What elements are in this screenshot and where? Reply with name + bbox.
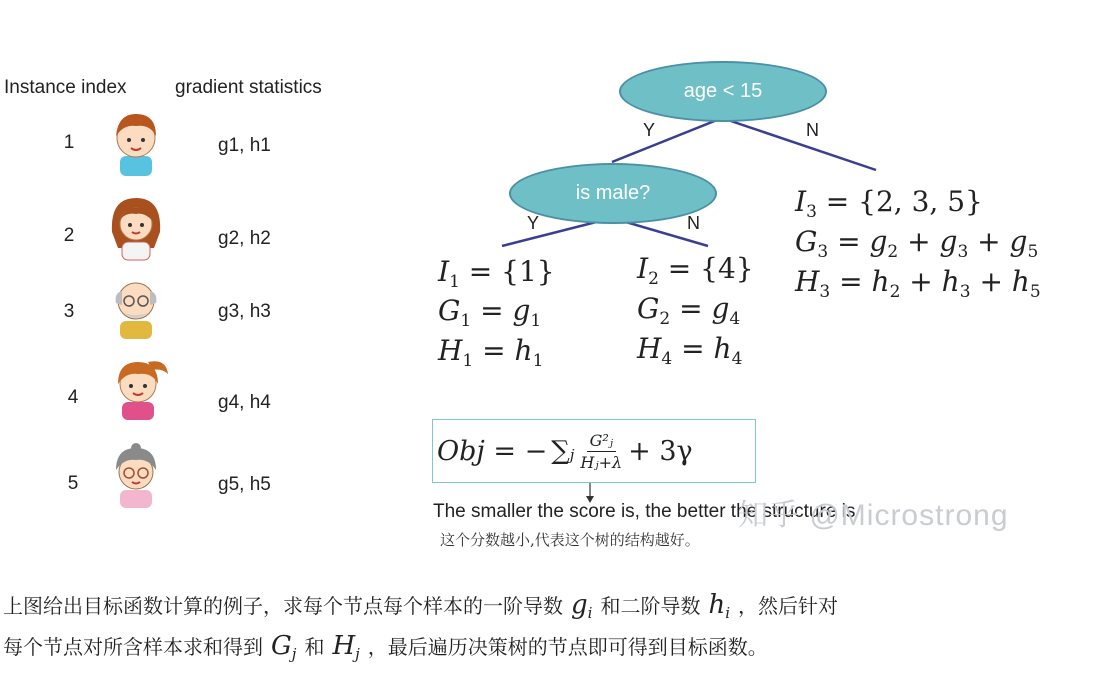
label-child-yes: Y bbox=[527, 213, 540, 233]
row-index-3: 3 bbox=[63, 301, 75, 322]
leaf3-instance-set: $I_3 = \{2$, 3, 5} bbox=[795, 185, 983, 222]
row-stats-4: g4, h4 bbox=[218, 392, 271, 413]
label-root-yes: Y bbox=[643, 120, 656, 140]
leaf1-gradient-sum: $G_1 = g_1$ bbox=[438, 294, 542, 331]
edge-root-no bbox=[722, 118, 876, 170]
node-is-male: is male? bbox=[509, 163, 717, 224]
caption-english: The smaller the score is, the better the structure is bbox=[433, 501, 856, 522]
node-age-lt-15: age < 15 bbox=[619, 61, 827, 122]
row-index-5: 5 bbox=[67, 473, 79, 494]
leaf1-instance-set: $I_1 = \{1\}$ bbox=[438, 255, 555, 292]
objective-fraction: $\frac{\text{G²ⱼ}}{\text{Hⱼ+λ}}$ bbox=[580, 430, 623, 472]
leaf2-instance-set: $I_2 = \{4\}$ bbox=[637, 252, 754, 289]
row-stats-3: g3, h3 bbox=[218, 301, 271, 322]
label-child-no: N bbox=[687, 213, 700, 233]
leaf2-gradient-sum: $G_2 = g_4$ bbox=[637, 292, 741, 329]
header-instance-index: Instance index bbox=[4, 77, 127, 98]
header-gradient-statistics: gradient statistics bbox=[175, 77, 322, 98]
caption-chinese: 这个分数越小,代表这个树的结构越好。 bbox=[440, 531, 700, 549]
row-stats-2: g2, h2 bbox=[218, 228, 271, 249]
row-index-1: 1 bbox=[63, 132, 75, 153]
edge-root-yes bbox=[612, 118, 722, 162]
paragraph-line-1: 上图给出目标函数计算的例子，求每个节点每个样本的一阶导数 $g_i$ 和二阶导数 $h_i$ ，然后针对 bbox=[3, 590, 839, 622]
label-root-no: N bbox=[806, 120, 819, 140]
leaf1-hessian-sum: $H_1 = h_1$ bbox=[438, 334, 544, 371]
leaf3-gradient-sum: $G_3 = g_2 + g_3 + g_5$ bbox=[795, 225, 1039, 262]
paragraph-line-2: 每个节点对所含样本求和得到 $G_j$ 和 $H_j$ ，最后遍历决策树的节点即可得到目标函数。 bbox=[3, 631, 768, 663]
watermark: 知乎 @Microstrong bbox=[738, 499, 1009, 532]
row-index-4: 4 bbox=[67, 387, 79, 408]
leaf3-hessian-sum: $H_3 = h_2 + h_3 + h_5$ bbox=[795, 265, 1041, 302]
objective-formula: Obj = − ∑ j $\frac{\text{G²ⱼ}}{\text{Hⱼ+λ}}$ + 3γ bbox=[437, 430, 693, 472]
row-stats-1: g1, h1 bbox=[218, 135, 271, 156]
leaf2-hessian-sum: $H_4 = h_4$ bbox=[637, 332, 743, 369]
row-index-2: 2 bbox=[63, 225, 75, 246]
row-stats-5: g5, h5 bbox=[218, 474, 271, 495]
objective-formula-box bbox=[432, 419, 756, 483]
